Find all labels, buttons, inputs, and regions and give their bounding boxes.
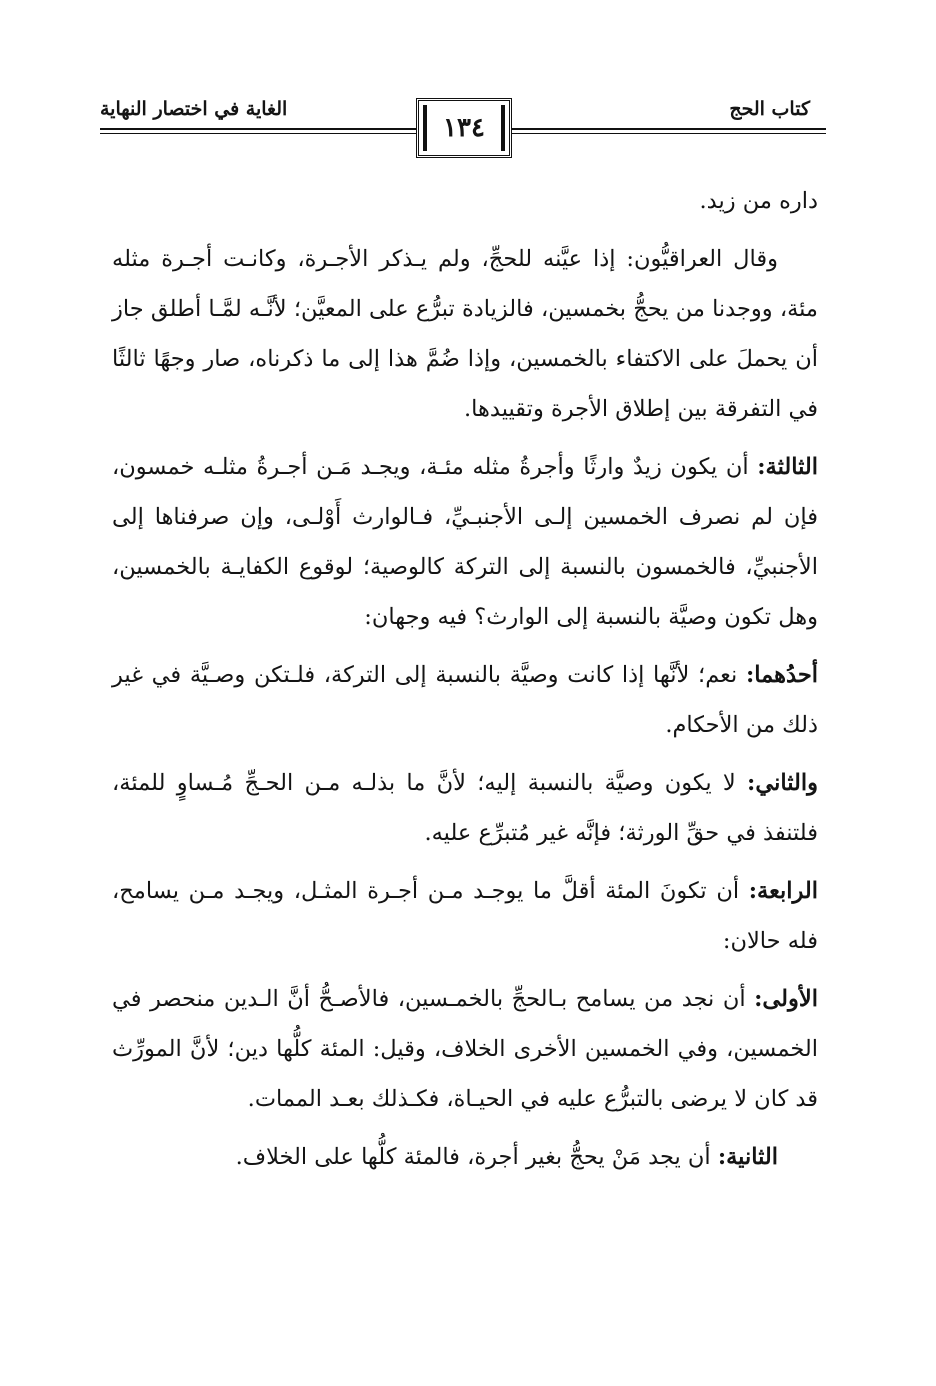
main-text xyxy=(112,176,818,1190)
paragraph-text: أن يكون زيدٌ وارثًا وأجرةُ مثله مئـة، ويجـد مَـن أجـرةُ مثلـه خمسون، فإن لم نصرف الخمسين إلـى الأجنبـيِّ، فـالوارث أَوْلـى، وإن صرفناها إلى الأجنبيِّ، فالخمسون بالنسبة إلى التركة كالوصية؛ لوقوع الكفايـة بالخمسين، وهل تكون وصيَّة بالنسبة إلى الوارث؟ فيه وجهان: xyxy=(112,454,818,630)
book-title: كتاب الحج xyxy=(729,98,810,120)
section-heading-third: الثالثة: xyxy=(757,454,818,480)
paragraph-text: أن تكونَ المئة أقلَّ ما يوجـد مـن أجـرة المثـل، ويجـد مـن يسامح، فله حالان: xyxy=(112,878,818,954)
paragraph-8 xyxy=(112,1132,818,1182)
section-heading-first-view: أحدُهما: xyxy=(745,662,818,688)
paragraph-text: نعم؛ لأنَّها إذا كانت وصيَّة بالنسبة إلى التركة، فلـتكن وصـيَّة في غير ذلك من الأحكام. xyxy=(112,662,818,738)
section-heading-fourth: الرابعة: xyxy=(748,878,818,904)
paragraph-2 xyxy=(112,234,818,434)
work-title: الغاية في اختصار النهاية xyxy=(100,98,288,120)
paragraph-text: أن يجد مَنْ يحجُّ بغير أجرة، فالمئة كلُّها على الخلاف. xyxy=(235,1144,718,1170)
paragraph-6 xyxy=(112,866,818,966)
page-header xyxy=(0,78,936,168)
paragraph-5 xyxy=(112,758,818,858)
section-heading-second-view: والثاني: xyxy=(747,770,818,796)
paragraph-4 xyxy=(112,650,818,750)
paragraph-3 xyxy=(112,442,818,642)
section-heading-second-case: الثانية: xyxy=(717,1144,778,1170)
section-heading-first-case: الأولى: xyxy=(754,986,818,1012)
page-number: ١٣٤ xyxy=(443,113,485,143)
paragraph-text: وقال العراقيُّون: إذا عيَّنه للحجِّ، ولم يـذكر الأجـرة، وكانـت أجـرة مثله مئة، ووجدنا من يحجُّ بخمسين، فالزيادة تبرُّع على المعيَّن؛ لأنَّـه لمَّـا أطلق جاز أن يحملَ على الاكتفاء بالخمسين، وإذا ضُمَّ هذا إلى ما ذكرناه، صار وجهًا ثالثًا في التفرقة بين إطلاق الأجرة وتقييدها. xyxy=(112,246,818,422)
paragraph-text: لا يكون وصيَّة بالنسبة إليه؛ لأنَّ ما بذلـه مـن الحـجِّ مُـساوٍ للمئة، فلتنفذ في حقِّ الورثة؛ فإنَّه غير مُتبرِّع عليه. xyxy=(112,770,818,846)
paragraph-text: داره من زيد. xyxy=(699,188,818,214)
paragraph-7 xyxy=(112,974,818,1124)
page-number-frame xyxy=(416,98,512,158)
paragraph-1 xyxy=(112,176,818,226)
paragraph-text: أن نجد من يسامح بـالحجِّ بالخمـسين، فالأصـحُّ أنَّ الـدين منحصر في الخمسين، وفي الخمسين الأخرى الخلاف، وقيل: المئة كلُّها دين؛ لأنَّ المورِّث قد كان لا يرضى بالتبرُّع عليه في الحيـاة، فكـذلك بعـد الممات. xyxy=(112,986,818,1112)
